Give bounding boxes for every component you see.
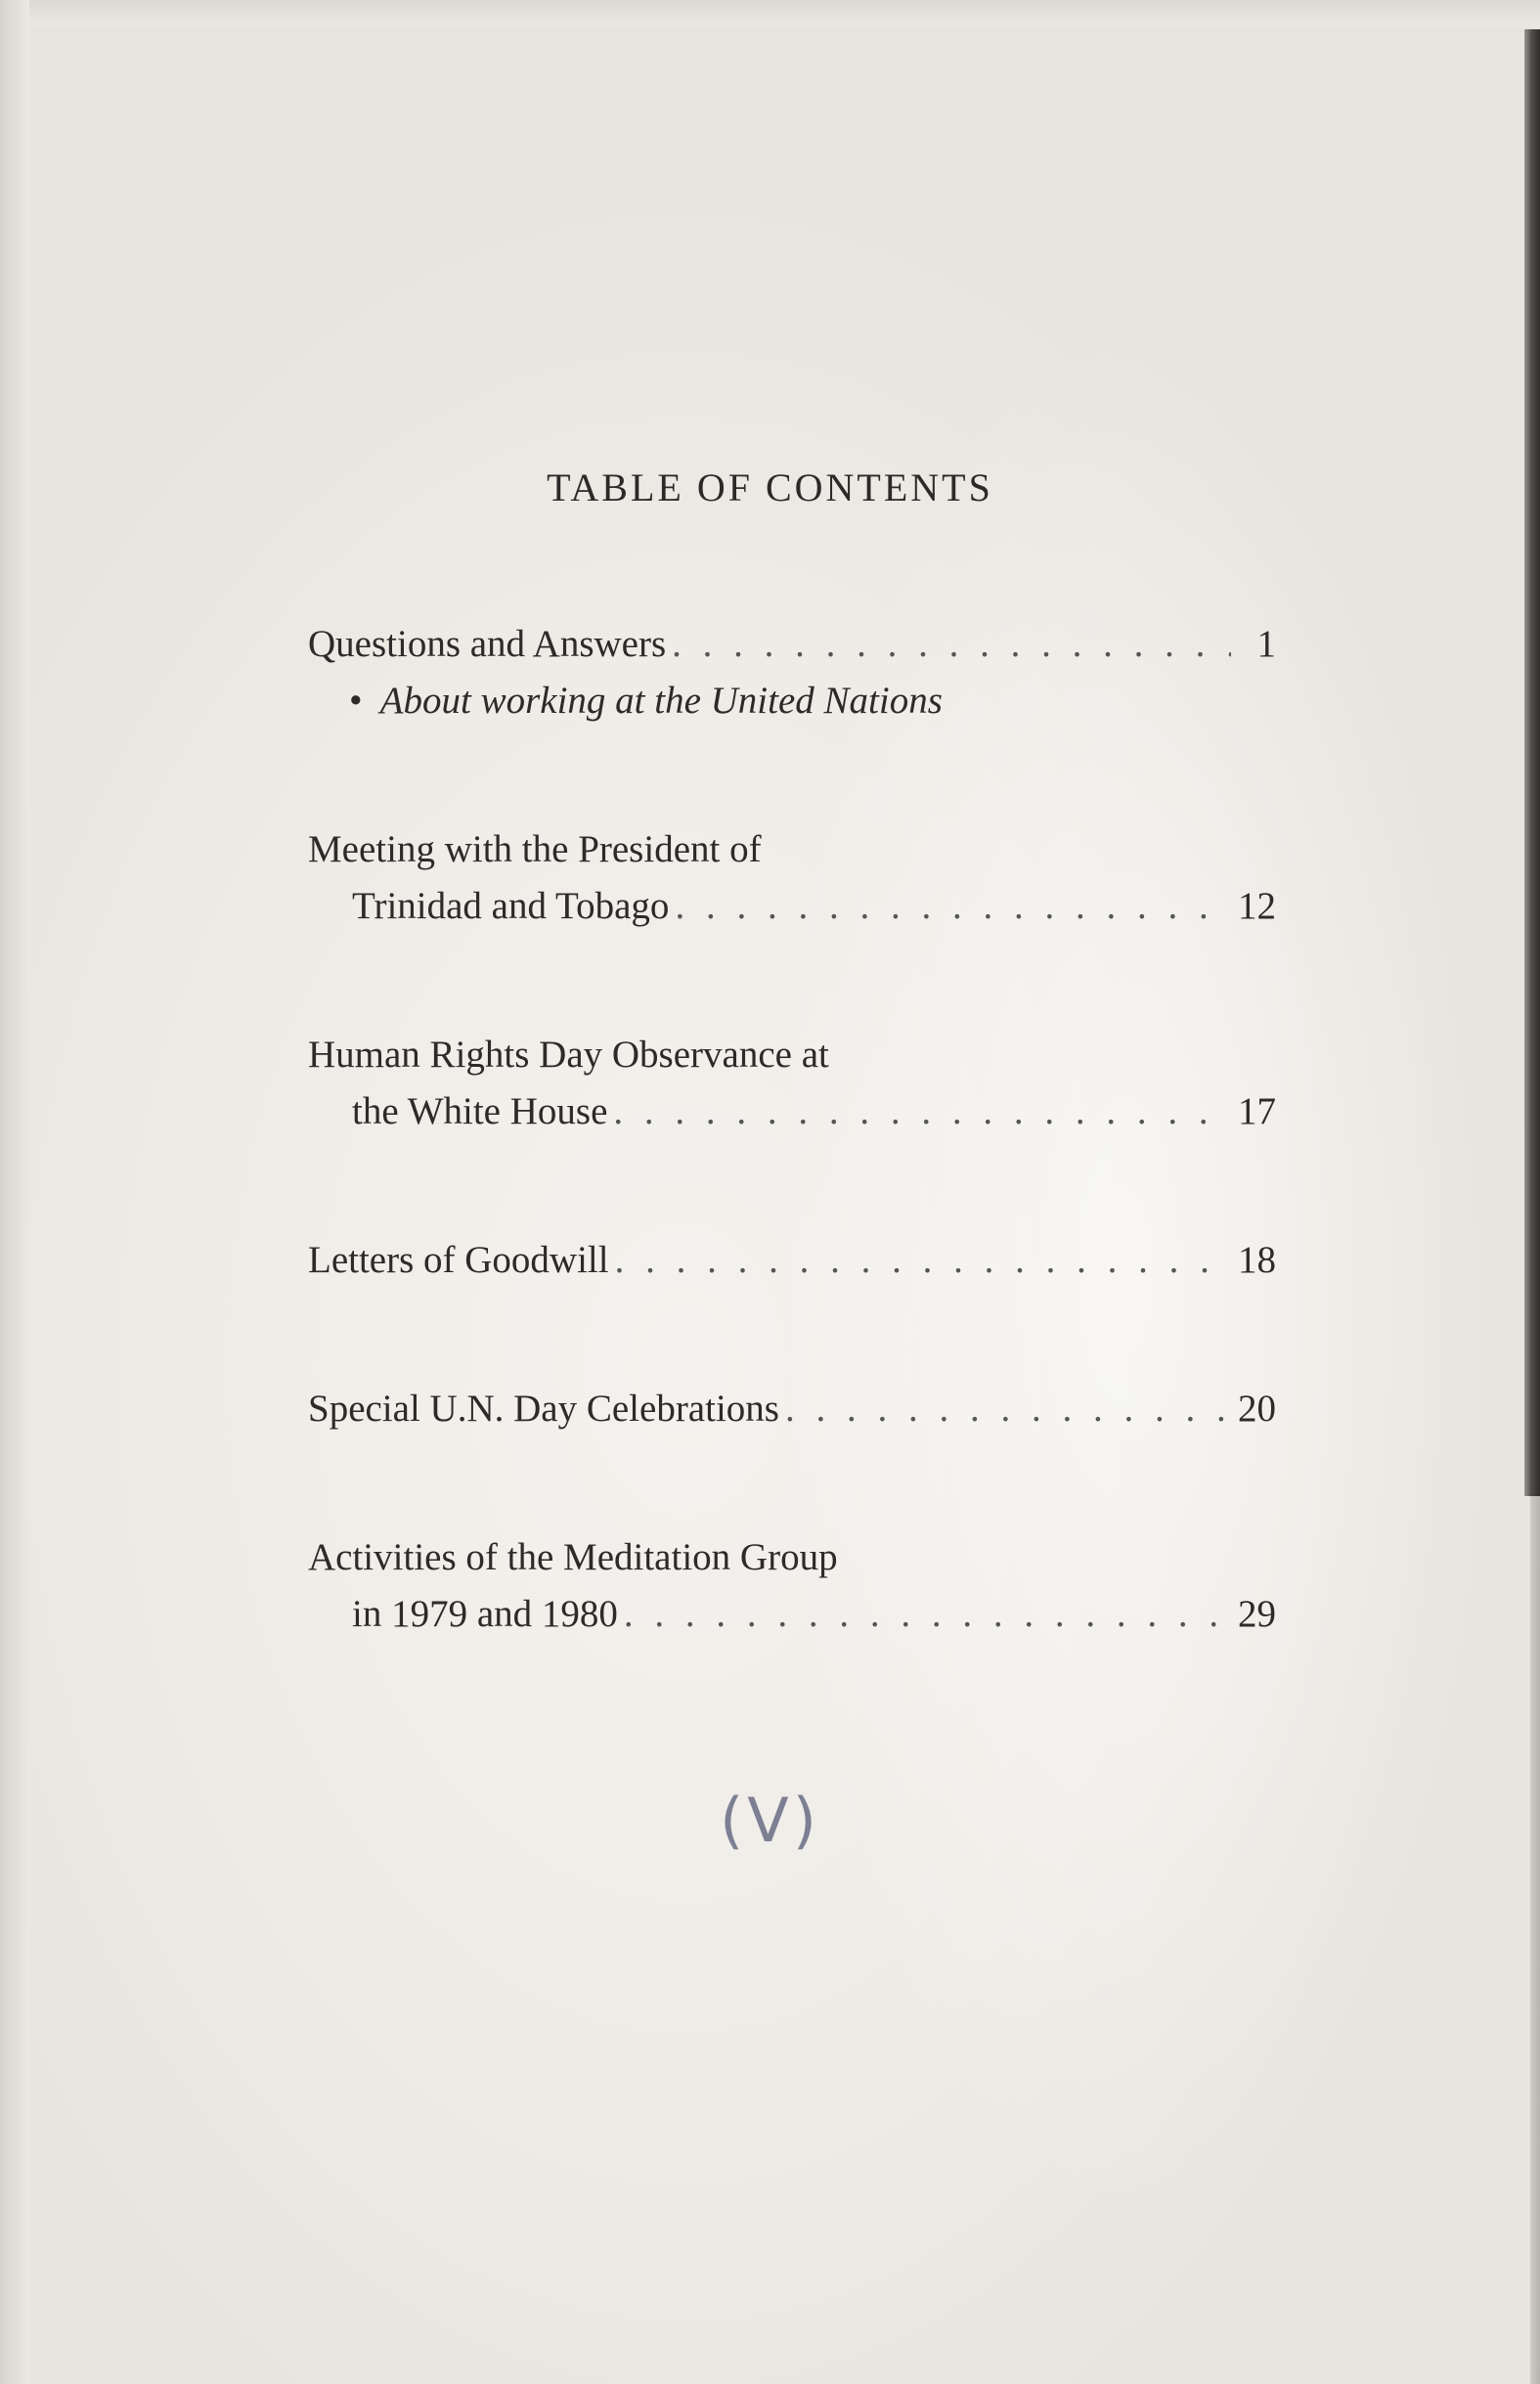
dot-leader — [675, 878, 1231, 935]
toc-entry-title: Special U.N. Day Celebrations — [308, 1388, 779, 1430]
toc-entry-meeting — [308, 821, 1276, 935]
page-right-edge — [1530, 1496, 1540, 2384]
dot-leader — [624, 1586, 1231, 1643]
toc-entry-title: Meeting with the President of — [308, 828, 762, 870]
toc-entry-line — [308, 1027, 1276, 1083]
bullet-icon: • — [349, 680, 363, 722]
page-left-edge — [0, 0, 29, 2384]
toc-entry-line-continued — [308, 1083, 1276, 1140]
toc-entry-line — [308, 1232, 1276, 1289]
toc-subentry — [308, 673, 1276, 729]
toc-entry-questions — [308, 616, 1276, 729]
toc-entry-page: 17 — [1238, 1090, 1276, 1132]
handwritten-page-number: (V) — [720, 1785, 820, 1856]
toc-entry-title: Questions and Answers — [308, 623, 667, 665]
toc-entry-letters — [308, 1232, 1276, 1289]
dot-leader — [615, 1232, 1231, 1289]
toc-entry-line-continued — [308, 1586, 1276, 1643]
toc-entry-page: 12 — [1238, 885, 1276, 927]
toc-entry-title: Letters of Goodwill — [308, 1239, 609, 1281]
toc-entry-page: 18 — [1238, 1239, 1276, 1281]
toc-entry-page: 20 — [1238, 1388, 1276, 1430]
toc-entry-un-day — [308, 1381, 1276, 1437]
toc-entry-line — [308, 616, 1276, 673]
toc-heading: TABLE OF CONTENTS — [547, 465, 993, 509]
toc-entry-page: 1 — [1256, 623, 1276, 665]
toc-list — [308, 616, 1276, 1735]
toc-entry-title-continued: the White House — [352, 1090, 608, 1132]
dot-leader — [672, 616, 1231, 673]
toc-entry-title-continued: Trinidad and Tobago — [352, 885, 670, 927]
toc-entry-line — [308, 821, 1276, 878]
toc-entry-title-continued: in 1979 and 1980 — [352, 1593, 618, 1635]
dot-leader — [613, 1083, 1231, 1140]
toc-subentry-text: About working at the United Nations — [379, 680, 943, 722]
page-top-edge — [0, 0, 1540, 27]
toc-entry-title: Human Rights Day Observance at — [308, 1034, 829, 1076]
toc-entry-meditation — [308, 1529, 1276, 1643]
toc-entry-line-continued — [308, 878, 1276, 935]
dot-leader — [785, 1381, 1231, 1437]
book-binding-shadow — [1524, 29, 1540, 1496]
toc-entry-human-rights — [308, 1027, 1276, 1140]
toc-entry-page: 29 — [1238, 1593, 1276, 1635]
toc-entry-title: Activities of the Meditation Group — [308, 1536, 838, 1578]
toc-entry-line — [308, 1529, 1276, 1586]
toc-entry-line — [308, 1381, 1276, 1437]
